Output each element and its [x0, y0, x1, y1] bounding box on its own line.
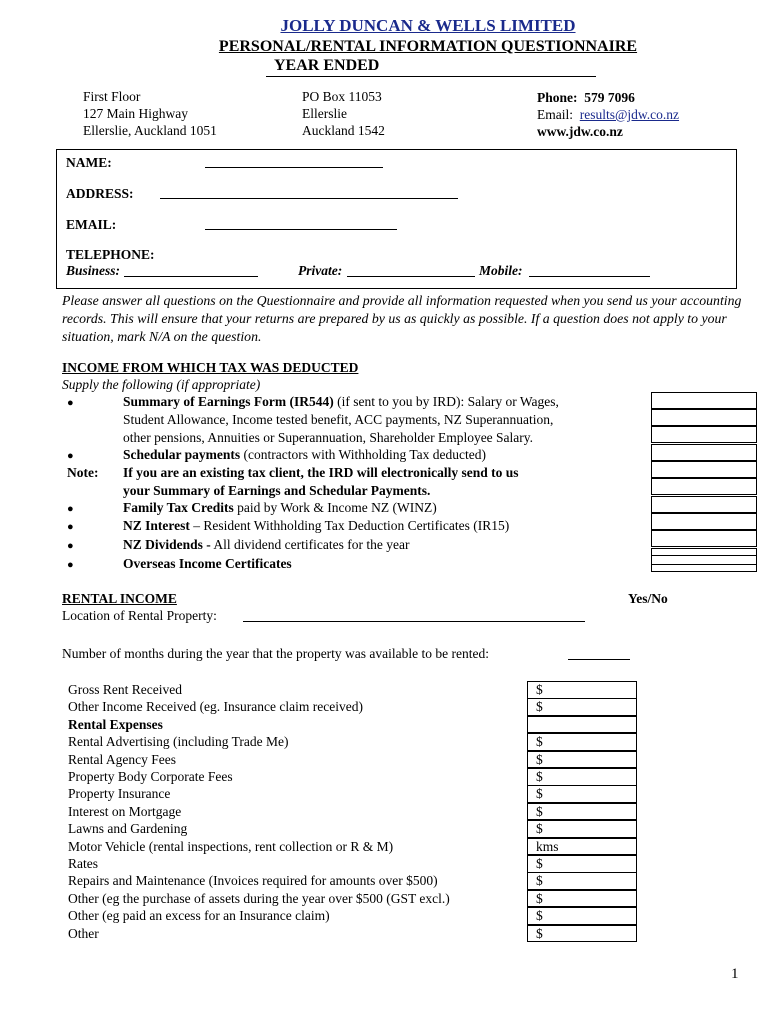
year-ended-label: YEAR ENDED	[274, 57, 380, 74]
address-line: Ellerslie	[302, 106, 347, 121]
note-text: your Summary of Earnings and Schedular Payments.	[123, 483, 431, 498]
phone-label: Phone:	[537, 90, 578, 105]
location-field[interactable]	[243, 608, 585, 622]
company-name: JOLLY DUNCAN & WELLS LIMITED	[280, 16, 576, 35]
schedular-item	[123, 447, 486, 463]
schedular-title: Schedular payments	[123, 447, 241, 462]
rental-amount-cell[interactable]: $	[527, 785, 637, 803]
checkbox-cell[interactable]	[651, 555, 757, 572]
rental-amount-cell[interactable]: $	[527, 698, 637, 716]
checkbox-cell[interactable]	[651, 478, 757, 495]
bullet-icon: ●	[67, 397, 74, 409]
ftc-title: Family Tax Credits	[123, 500, 234, 515]
months-field[interactable]	[568, 646, 630, 660]
mobile-phone-field[interactable]	[529, 263, 650, 277]
email-link[interactable]: results@jdw.co.nz	[579, 107, 680, 122]
postal-address	[302, 88, 385, 139]
schedular-desc: (contractors with Withholding Tax deducted)	[240, 447, 486, 462]
contact-block	[537, 89, 679, 140]
ftc-item	[123, 500, 437, 516]
checkbox-cell[interactable]	[651, 409, 757, 426]
yes-no-label: Yes/No	[628, 591, 668, 606]
note-text: If you are an existing tax client, the IRD will electronically send to us	[123, 465, 519, 480]
interest-item	[123, 518, 509, 534]
rental-row-label: Other (eg paid an excess for an Insurance claim)	[68, 908, 330, 924]
rental-amount-cell[interactable]: $	[527, 820, 637, 838]
email-field[interactable]	[205, 217, 397, 230]
ftc-desc: paid by Work & Income NZ (WINZ)	[233, 500, 437, 515]
checkbox-cell[interactable]	[651, 392, 757, 409]
checkbox-cell[interactable]	[651, 444, 757, 461]
checkbox-cell[interactable]	[651, 426, 757, 443]
rental-row-label: Motor Vehicle (rental inspections, rent collection or R & M)	[68, 838, 394, 854]
checkbox-cell[interactable]	[651, 513, 757, 530]
rental-amount-cell[interactable]: kms	[527, 838, 637, 856]
mobile-label: Mobile:	[479, 263, 523, 278]
rental-amount-cell[interactable]: $	[527, 768, 637, 786]
rental-row-label: Interest on Mortgage	[68, 803, 182, 819]
overseas-item: Overseas Income Certificates	[123, 556, 292, 571]
bullet-icon: ●	[67, 521, 74, 533]
rental-row-label: Other Income Received (eg. Insurance claim received)	[68, 699, 363, 715]
note-label: Note:	[67, 465, 99, 480]
address-label: ADDRESS:	[66, 186, 134, 201]
bullet-icon: ●	[67, 450, 74, 462]
rental-amount-cell[interactable]	[527, 716, 637, 734]
checkbox-cell[interactable]	[651, 530, 757, 547]
checkbox-cell[interactable]	[651, 461, 757, 478]
address-line: 127 Main Highway	[83, 106, 188, 121]
address-line: Auckland 1542	[302, 123, 385, 138]
soe-item	[123, 394, 559, 410]
rental-amount-cell[interactable]: $	[527, 681, 637, 699]
rental-row-label: Rental Advertising (including Trade Me)	[68, 734, 289, 750]
business-phone-field[interactable]	[124, 263, 258, 277]
business-label: Business:	[66, 263, 121, 278]
rental-expenses-heading: Rental Expenses	[68, 716, 163, 732]
bullet-icon: ●	[67, 503, 74, 515]
rental-row-label: Gross Rent Received	[68, 682, 182, 697]
private-phone-field[interactable]	[347, 263, 475, 277]
name-label: NAME:	[66, 155, 112, 170]
year-ended-field[interactable]	[266, 57, 596, 77]
rental-amount-cell[interactable]: $	[527, 890, 637, 908]
rental-row-label: Other (eg the purchase of assets during the year over $500 (GST excl.)	[68, 890, 450, 906]
private-label: Private:	[298, 263, 343, 278]
rental-amount-cell[interactable]: $	[527, 907, 637, 925]
rental-row-label: Property Insurance	[68, 786, 171, 802]
soe-title: Summary of Earnings Form (IR544)	[123, 394, 334, 409]
rental-row-label: Other	[68, 925, 99, 941]
rental-heading: RENTAL INCOME	[62, 591, 177, 606]
instructions-paragraph: Please answer all questions on the Questionnaire and provide all information requested when you send us your accounting records. This will ensure that your returns are prepared by us as quickly as possible. If a question does not apply to your situation, mark N/A on the question.	[62, 293, 742, 344]
supply-text: Supply the following (if appropriate)	[62, 377, 261, 392]
rental-row-label: Lawns and Gardening	[68, 821, 188, 837]
address-line: First Floor	[83, 89, 141, 104]
income-heading: INCOME FROM WHICH TAX WAS DEDUCTED	[62, 360, 359, 375]
rental-amount-cell[interactable]: $	[527, 751, 637, 769]
rental-amount-cell[interactable]: $	[527, 855, 637, 873]
rental-amount-cell[interactable]: $	[527, 733, 637, 751]
telephone-label: TELEPHONE:	[66, 247, 155, 262]
dividends-title: NZ Dividends -	[123, 537, 211, 552]
name-field[interactable]	[205, 155, 383, 168]
bullet-icon: ●	[67, 540, 74, 552]
soe-line: other pensions, Annuities or Superannuation, Shareholder Employee Salary.	[123, 430, 534, 445]
phone-number: 579 7096	[584, 90, 635, 105]
rental-amount-cell[interactable]: $	[527, 872, 637, 890]
address-field[interactable]	[160, 186, 458, 199]
checkbox-cell[interactable]	[651, 496, 757, 513]
email-label: Email:	[537, 107, 573, 122]
location-label: Location of Rental Property:	[62, 608, 217, 623]
rental-amount-cell[interactable]: $	[527, 925, 637, 943]
soe-line: Student Allowance, Income tested benefit, ACC payments, NZ Superannuation,	[123, 412, 554, 427]
soe-desc: (if sent to you by IRD): Salary or Wages,	[333, 394, 559, 409]
street-address	[83, 88, 217, 139]
rental-amount-cell[interactable]: $	[527, 803, 637, 821]
email-field-label: EMAIL:	[66, 217, 117, 232]
rental-row-label: Rental Agency Fees	[68, 751, 176, 767]
form-title: PERSONAL/RENTAL INFORMATION QUESTIONNAIRE	[218, 38, 638, 55]
address-line: PO Box 11053	[302, 89, 382, 104]
rental-row-label: Repairs and Maintenance (Invoices required for amounts over $500)	[68, 873, 438, 889]
website[interactable]: www.jdw.co.nz	[537, 124, 623, 139]
interest-title: NZ Interest	[123, 518, 190, 533]
interest-desc: – Resident Withholding Tax Deduction Certificates (IR15)	[189, 518, 510, 533]
bullet-icon: ●	[67, 559, 74, 571]
rental-row-label: Property Body Corporate Fees	[68, 769, 233, 784]
dividends-desc: All dividend certificates for the year	[210, 537, 410, 552]
page-number: 1	[731, 966, 739, 982]
months-label: Number of months during the year that the property was available to be rented:	[62, 646, 489, 661]
rental-row-label: Rates	[68, 856, 98, 871]
dividends-item	[123, 537, 409, 553]
address-line: Ellerslie, Auckland 1051	[83, 123, 217, 138]
